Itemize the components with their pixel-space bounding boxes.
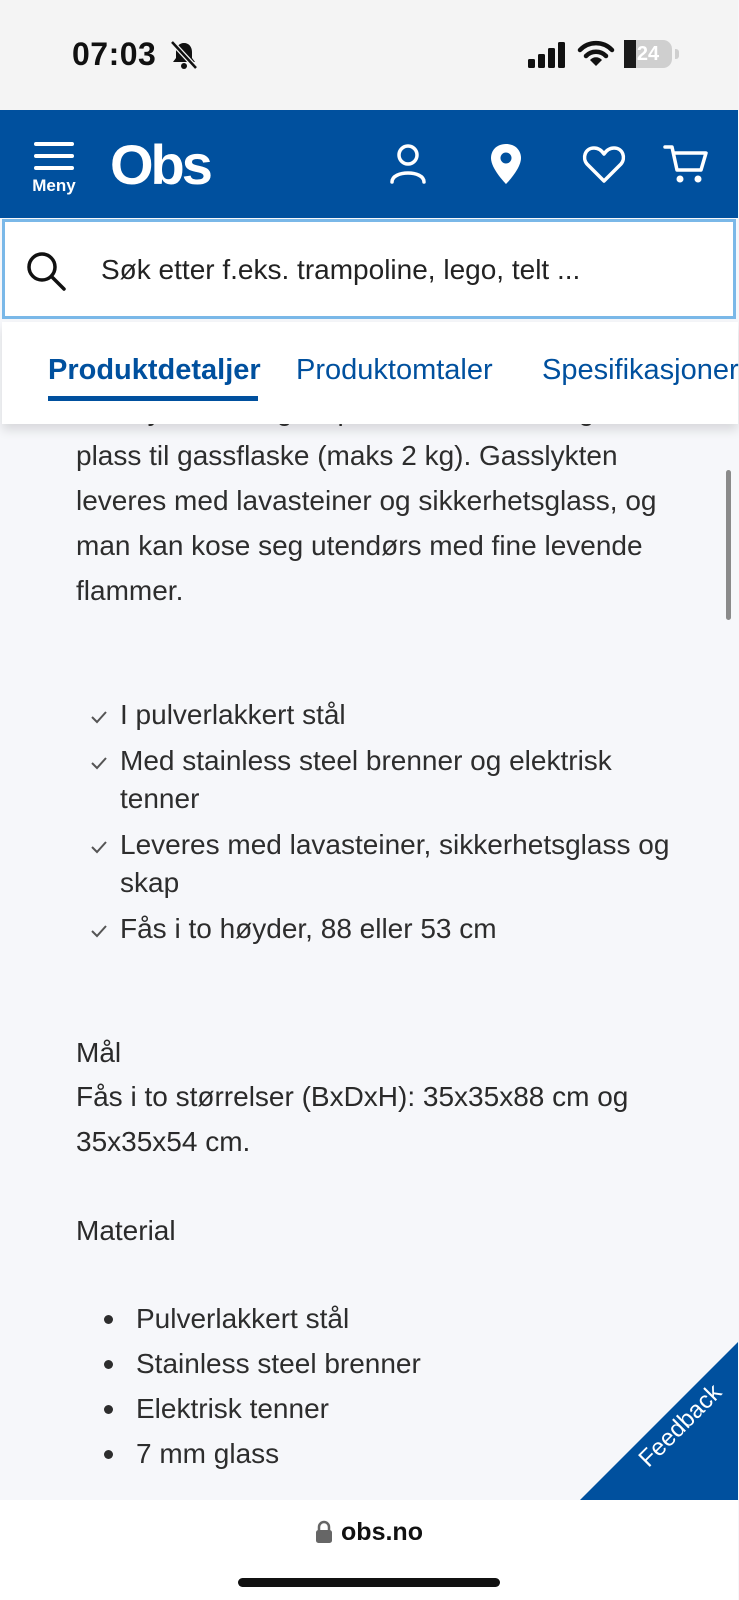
feedback-label: Feedback [633,1378,728,1473]
account-icon[interactable] [384,140,432,188]
search-icon[interactable] [25,250,67,292]
browser-address-bar [0,1500,738,1600]
menu-label: Meny [32,176,76,195]
lock-icon [315,1520,333,1544]
url-display[interactable] [0,1518,738,1547]
product-tabs [2,322,738,424]
list-item: Fås i to høyder, 88 eller 53 cm [90,910,690,948]
list-item: Elektrisk tenner [104,1386,421,1431]
product-description: plass til gassflaske (maks 2 kg). Gasslykten leveres med lavasteiner og sikkerhetsglass, og man kan kose seg utendørs med fine levende flammer. [76,440,657,606]
search-input[interactable] [101,242,721,298]
list-item: Stainless steel brenner [104,1341,421,1386]
search-bar [2,219,736,319]
battery-level: 24 [636,43,660,65]
bell-muted-icon [170,40,198,70]
list-item: Pulverlakkert stål [104,1296,421,1341]
svg-text:Obs: Obs [110,133,210,196]
checkmark-icon [90,840,108,854]
checkmark-icon [90,710,108,724]
feedback-button[interactable] [580,1342,738,1500]
obs-logo[interactable] [110,134,220,194]
url-text: obs.no [341,1518,423,1546]
home-indicator[interactable] [238,1578,500,1587]
list-item: Med stainless steel brenner og elektrisk tenner [90,742,690,818]
tab-spesifikasjoner[interactable]: Spesifikasjoner [542,354,739,386]
checkmark-icon [90,924,108,938]
tab-produktdetaljer[interactable]: Produktdetaljer [48,354,261,386]
feedback-corner-shape [580,1342,738,1500]
scrollbar-thumb[interactable] [726,470,731,620]
list-item: I pulverlakkert stål [90,696,690,734]
list-item: Leveres med lavasteiner, sikkerhetsglass og skap [90,826,690,902]
status-bar [0,0,738,110]
location-pin-icon[interactable] [482,140,530,188]
material-heading: Material [76,1215,176,1246]
menu-button[interactable] [24,142,84,212]
site-header [0,110,738,218]
hamburger-icon [34,142,74,170]
battery-icon [624,40,680,68]
checkmark-icon [90,756,108,770]
material-list [104,1296,421,1476]
cell-signal-icon [528,42,568,68]
tab-produktomtaler[interactable]: Produktomtaler [296,354,493,386]
dimensions-heading: Mål [76,1037,122,1068]
product-details-content [0,424,738,1500]
wifi-icon [578,40,614,68]
cart-icon[interactable] [662,140,710,188]
status-time: 07:03 [72,36,157,72]
heart-icon[interactable] [580,140,628,188]
active-tab-indicator [48,396,258,401]
feature-list [90,696,690,956]
list-item: 7 mm glass [104,1431,421,1476]
dimensions-text: Fås i to størrelser (BxDxH): 35x35x88 cm og 35x35x54 cm. [76,1081,629,1157]
